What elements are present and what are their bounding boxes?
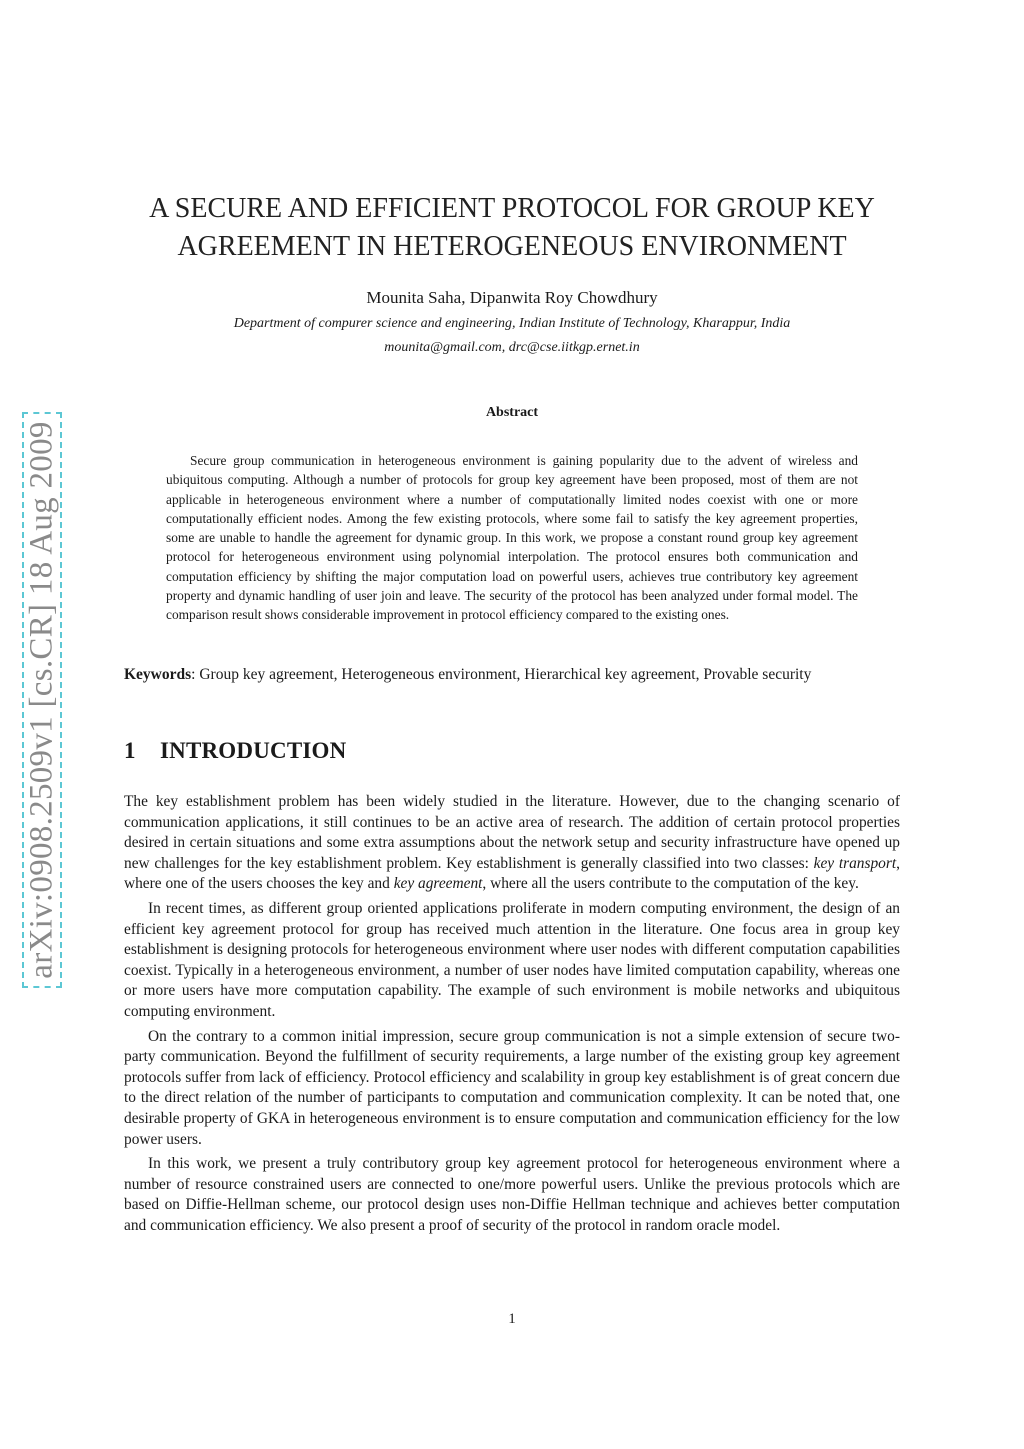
keywords-label: Keywords (124, 666, 192, 683)
email: mounita@gmail.com, drc@cse.iitkgp.ernet.in (384, 340, 640, 355)
title-line-1: A SECURE AND EFFICIENT PROTOCOL FOR GROUP KEY (149, 193, 875, 224)
paragraph-1 (124, 792, 900, 895)
term-key-agreement: key agreement (393, 875, 483, 893)
abstract-heading: Abstract (485, 405, 539, 420)
keywords-text: : Group key agreement, Heterogeneous environment, Hierarchical key agreement, Provable security (191, 666, 812, 683)
arxiv-id: arXiv:0908.2509v1 [cs.CR] 18 Aug 2009 (23, 421, 60, 979)
paragraph-4: In this work, we present a truly contributory group key agreement protocol for heterogeneous environment where a number of resource constrained users are connected to one/more powerful users. Unlike the previous protocols which are based on Diffie-Hellman scheme, our protocol design uses non-Diffie Hellman technique and achieves better computation and communication efficiency. We also present a proof of security of the protocol in random oracle model. (124, 1155, 900, 1234)
keywords (124, 666, 900, 684)
abstract-text: Secure group communication in heterogeneous environment is gaining popularity due to the advent of wireless and ubiquitous computing. Although a number of protocols for group key agreement have been proposed, most of them are not applicable in heterogeneous environment where a number of computationally limited nodes coexist with one or more computationally efficient nodes. Among the few existing protocols, where some fail to satisfy the key agreement properties, some are unable to handle the agreement for dynamic group. In this work, we propose a constant round group key agreement protocol for heterogeneous environment using polynomial interpolation. The protocol ensures both communication and computation efficiency by shifting the major computation load on powerful users, achieves true contributory key agreement property and dynamic handling of user join and leave. The security of the protocol has been analyzed under formal model. The comparison result shows considerable improvement in protocol efficiency compared to the existing ones. (166, 453, 858, 623)
paragraph-1-part-a: The key establishment problem has been widely studied in the literature. However, due to the changing scenario of communication applications, it still continues to be an active area of research. The addition of certain protocol properties desired in certain situations and some extra assumptions about the network setup and security infrastructure have opened up new challenges for the key establishment problem. Key establishment is generally classified into two classes: (124, 793, 900, 872)
term-key-transport: key transport (813, 854, 897, 872)
authors: Mounita Saha, Dipanwita Roy Chowdhury (366, 288, 658, 307)
title-line-2: AGREEMENT IN HETEROGENEOUS ENVIRONMENT (177, 231, 847, 262)
paragraph-3: On the contrary to a common initial impression, secure group communication is not a simple extension of secure two-party communication. Beyond the fulfillment of security requirements, a large number of the existing group key agreement protocols suffer from lack of efficiency. Protocol efficiency and scalability in group key establishment is of great concern due to the direct relation of the number of participants to computation and communication complexity. It can be noted that, one desirable property of GKA in heterogeneous environment is to ensure computation and communication efficiency for the low power users. (124, 1027, 900, 1148)
paragraph-1-part-c: , where all the users contribute to the computation of the key. (482, 875, 859, 893)
paper-title (100, 190, 924, 266)
affiliation: Department of compurer science and engineering, Indian Institute of Technology, Kharappur, India (233, 316, 791, 331)
section-number: 1 (124, 738, 136, 763)
introduction-body (124, 792, 900, 1240)
paragraph-2: In recent times, as different group oriented applications proliferate in modern computing environment, the design of an efficient key agreement protocol for group has received much attention in the literature. One focus area in group key establishment is designing protocols for heterogeneous environment where user nodes with different computation capabilities coexist. Typically in a heterogeneous environment, a number of user nodes have limited computation capability, whereas one or more users have more computation capability. The example of such environment is mobile networks and ubiquitous computing environment. (124, 899, 900, 1020)
section-heading (124, 738, 346, 764)
page-number: 1 (508, 1311, 516, 1327)
arxiv-stamp (22, 412, 62, 988)
section-title: INTRODUCTION (160, 738, 347, 763)
paragraph-1-part-b: , where one of the users chooses the key and (124, 854, 900, 893)
